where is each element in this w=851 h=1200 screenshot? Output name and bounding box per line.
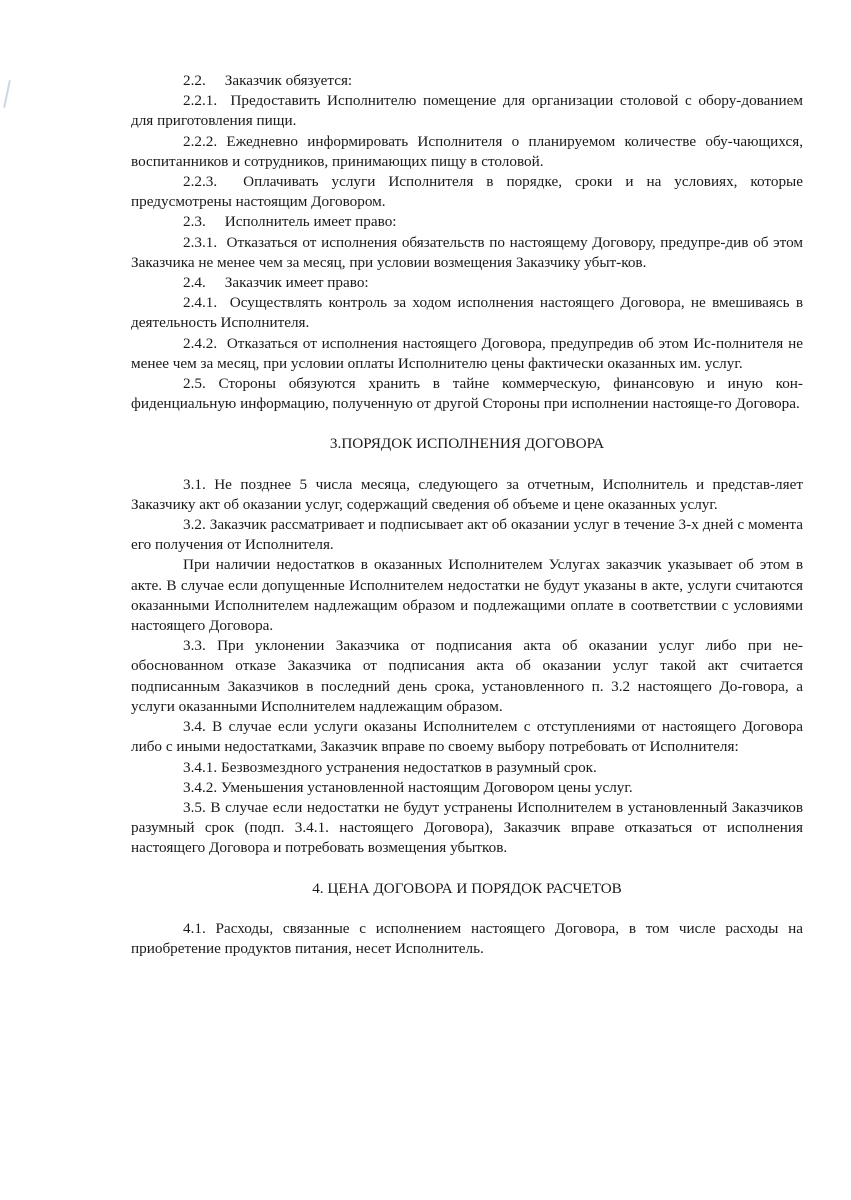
clause-2-2-3: 2.2.3. Оплачивать услуги Исполнителя в порядке, сроки и на условиях, которые предусмотрены настоящим Договором. — [131, 173, 803, 211]
clause-3-4: 3.4. В случае если услуги оказаны Исполнителем с отступлениями от настоящего Договора либо с иными недостатками, Заказчик вправе по своему выбору потребовать от Исполнителя: — [131, 718, 803, 756]
clause-2-4-2: 2.4.2. Отказаться от исполнения настоящего Договора, предупредив об этом Ис-полнителя не менее чем за месяц, при условии оплаты Исполнителю цены фактически оказанных им. услуг. — [131, 334, 803, 372]
clause-3-4-2: 3.4.2. Уменьшения установленной настоящим Договором цены услуг. — [183, 778, 633, 796]
clause-3-1: 3.1. Не позднее 5 числа месяца, следующего за отчетным, Исполнитель и представ-ляет Заказчику акт об оказании услуг, содержащий сведения об объеме и цене оказанных услуг. — [131, 475, 803, 513]
clause-2-2: 2.2. Заказчик обязуется: — [183, 72, 353, 89]
document-page — [131, 71, 803, 959]
clause-3-3: 3.3. При уклонении Заказчика от подписания акта об оказании услуг либо при не-обоснованном отказе Заказчика от подписания акта об оказании услуг такой акт считается подписанным Заказчиков в последний день срока, установленного п. 3.2 настоящего До-говора, а услуги оказанными Исполнителем надлежащим образом. — [131, 637, 803, 715]
clause-4-1: 4.1. Расходы, связанные с исполнением настоящего Договора, в том числе расходы на приобретение продуктов питания, несет Исполнитель. — [131, 919, 803, 957]
clause-3-2-defects: При наличии недостатков в оказанных Исполнителем Услугах заказчик указывает об этом в акте. В случае если допущенные Исполнителем недостатки не будут указаны в акте, услуги считаются оказанными Исполнителем надлежащим образом и подлежащими оплате в соответствии с условиями настоящего Договора. — [131, 556, 803, 635]
section-4-heading: 4. ЦЕНА ДОГОВОРА И ПОРЯДОК РАСЧЕТОВ — [312, 879, 622, 897]
section-3-heading: 3.ПОРЯДОК ИСПОЛНЕНИЯ ДОГОВОРА — [329, 435, 605, 453]
clause-2-2-2: 2.2.2. Ежедневно информировать Исполнителя о планируемом количестве обу-чающихся, воспитанников и сотрудников, принимающих пищу в столовой. — [131, 132, 803, 170]
clause-2-4: 2.4. Заказчик имеет право: — [183, 274, 369, 292]
clause-3-4-1: 3.4.1. Безвозмездного устранения недостатков в разумный срок. — [183, 758, 597, 776]
clause-3-5: 3.5. В случае если недостатки не будут устранены Исполнителем в установленный Заказчиков разумный срок (подп. 3.4.1. настоящего Договора), Заказчик вправе отказаться от исполнения настоящего Договора и потребовать возмещения убытков. — [131, 798, 803, 857]
clause-2-3: 2.3. Исполнитель имеет право: — [183, 213, 397, 231]
clause-3-2: 3.2. Заказчик рассматривает и подписывает акт об оказании услуг в течение 3-х дней с момента его получения от Исполнителя. — [131, 516, 803, 554]
scan-mark — [3, 80, 11, 108]
clause-2-2-1: 2.2.1. Предоставить Исполнителю помещение для организации столовой с обору-дованием для приготовления пищи. — [131, 92, 803, 130]
clause-2-5: 2.5. Стороны обязуются хранить в тайне коммерческую, финансовую и иную кон-фиденциальную информацию, полученную от другой Стороны при исполнении настояще-го Договора. — [131, 375, 803, 413]
clause-2-3-1: 2.3.1. Отказаться от исполнения обязательств по настоящему Договору, предупре-див об этом Заказчика не менее чем за месяц, при условии возмещения Заказчику убыт-ков. — [131, 233, 803, 271]
clause-2-4-1: 2.4.1. Осуществлять контроль за ходом исполнения настоящего Договора, не вмешиваясь в деятельность Исполнителя. — [131, 294, 803, 332]
